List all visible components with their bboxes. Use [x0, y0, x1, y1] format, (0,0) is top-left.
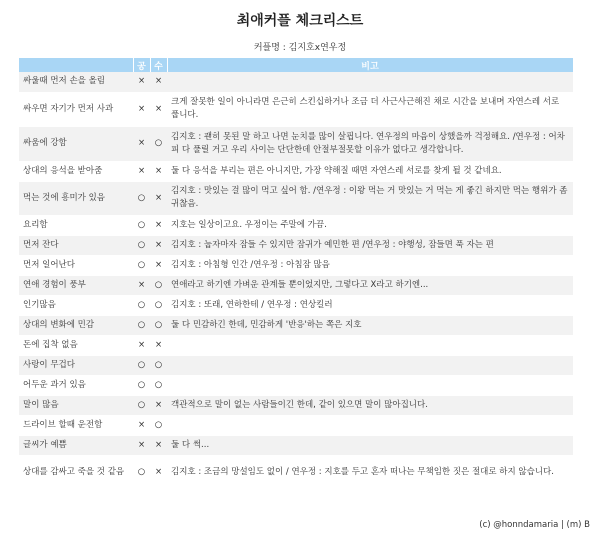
su-mark: ×	[150, 455, 167, 489]
gong-mark: ×	[133, 72, 150, 92]
item-label: 먼저 일어난다	[19, 255, 133, 275]
gong-mark: ×	[133, 415, 150, 435]
table-row	[19, 72, 573, 92]
table-row	[19, 275, 573, 295]
item-note: 김지호 : 아침형 인간 /연우정 : 아침잠 많음	[167, 255, 573, 275]
item-note: 김지호 : 조금의 망설임도 없이 / 연우정 : 지호를 두고 혼자 떠나는 무책임한 짓은 절대로 하지 않습니다.	[167, 455, 573, 489]
item-note: 크게 잘못한 일이 아니라면 은근히 스킨십하거나 조금 더 사근사근해진 채로 시간을 보내며 자연스레 서로 풉니다.	[167, 92, 573, 126]
su-mark: ×	[150, 215, 167, 235]
su-mark: ×	[150, 181, 167, 215]
item-note	[167, 335, 573, 355]
item-note	[167, 72, 573, 92]
table-row	[19, 435, 573, 455]
item-note: 둘 다 민감하긴 한데, 민감하게 '반응'하는 쪽은 지호	[167, 315, 573, 335]
su-mark: ×	[150, 435, 167, 455]
gong-mark: ×	[133, 92, 150, 126]
table-row	[19, 92, 573, 126]
table-row	[19, 215, 573, 235]
item-label: 사랑이 무겁다	[19, 355, 133, 375]
item-label: 먼저 잔다	[19, 235, 133, 255]
item-label: 먹는 것에 흥미가 있음	[19, 181, 133, 215]
gong-mark: ○	[133, 315, 150, 335]
item-label: 요리함	[19, 215, 133, 235]
su-mark: ×	[150, 255, 167, 275]
table-row	[19, 255, 573, 275]
item-note	[167, 375, 573, 395]
su-mark: ×	[150, 235, 167, 255]
su-mark: ×	[150, 395, 167, 415]
header-su: 수	[150, 58, 167, 72]
table-row	[19, 235, 573, 255]
item-label: 어두운 과거 있음	[19, 375, 133, 395]
su-mark: ○	[150, 295, 167, 315]
su-mark: ○	[150, 415, 167, 435]
su-mark: ○	[150, 275, 167, 295]
checklist-table	[19, 58, 574, 490]
table-row	[19, 355, 573, 375]
item-label: 상대의 변화에 민감	[19, 315, 133, 335]
su-mark: ○	[150, 315, 167, 335]
gong-mark: ○	[133, 355, 150, 375]
item-label: 싸우면 자기가 먼저 사과	[19, 92, 133, 126]
item-label: 글씨가 예쁨	[19, 435, 133, 455]
table-row	[19, 126, 573, 161]
item-note: 둘 다 썩...	[167, 435, 573, 455]
gong-mark: ○	[133, 455, 150, 489]
item-note: 김지호 : 또래, 연하한테 / 연우정 : 연상킬러	[167, 295, 573, 315]
table-row	[19, 415, 573, 435]
gong-mark: ○	[133, 235, 150, 255]
item-label: 돈에 집착 없음	[19, 335, 133, 355]
gong-mark: ×	[133, 435, 150, 455]
su-mark: ○	[150, 375, 167, 395]
su-mark: ×	[150, 72, 167, 92]
item-note	[167, 415, 573, 435]
gong-mark: ○	[133, 375, 150, 395]
gong-mark: ○	[133, 295, 150, 315]
item-note: 연애라고 하기엔 가벼운 관계들 뿐이었지만, 그렇다고 X라고 하기엔...	[167, 275, 573, 295]
table-row	[19, 181, 573, 215]
gong-mark: ×	[133, 161, 150, 181]
item-label: 상대를 감싸고 죽을 것 같음	[19, 455, 133, 489]
table-row	[19, 335, 573, 355]
gong-mark: ○	[133, 395, 150, 415]
item-label: 말이 많음	[19, 395, 133, 415]
table-row	[19, 161, 573, 181]
item-note: 김지호 : 괜히 못된 말 하고 나면 눈치를 많이 살핍니다. 연우정의 마음이 상했을까 걱정해요. /연우정 : 어차피 다 풀릴 거고 우리 사이는 단단한데 안절부절못할 이유가 없다고 생각합니다.	[167, 126, 573, 161]
item-label: 싸움에 강함	[19, 126, 133, 161]
item-label: 연애 경험이 풍부	[19, 275, 133, 295]
item-note: 김지호 : 눕자마자 잠들 수 있지만 잠귀가 예민한 편 /연우정 : 야행성, 잠들면 푹 자는 편	[167, 235, 573, 255]
item-label: 드라이브 할때 운전함	[19, 415, 133, 435]
item-label: 싸울때 먼저 손을 올림	[19, 72, 133, 92]
couple-name: 커플명 : 김지호x연우정	[253, 43, 347, 53]
item-label: 인기많음	[19, 295, 133, 315]
table-header-row	[19, 58, 573, 72]
copyright-footer: (c) @honndamaria | (m) B	[479, 520, 590, 530]
table-row	[19, 395, 573, 415]
su-mark: ×	[150, 92, 167, 126]
gong-mark: ○	[133, 255, 150, 275]
gong-mark: ○	[133, 181, 150, 215]
item-label: 상대의 응석을 받아줌	[19, 161, 133, 181]
table-row	[19, 375, 573, 395]
gong-mark: ×	[133, 275, 150, 295]
su-mark: ○	[150, 355, 167, 375]
header-gong: 공	[133, 58, 150, 72]
su-mark: ○	[150, 126, 167, 161]
gong-mark: ○	[133, 215, 150, 235]
header-note: 비고	[167, 58, 573, 72]
gong-mark: ×	[133, 335, 150, 355]
item-note: 지호는 일상이고요. 우정이는 주말에 가끔.	[167, 215, 573, 235]
header-name	[19, 58, 133, 72]
table-row	[19, 315, 573, 335]
item-note	[167, 355, 573, 375]
table-row	[19, 455, 573, 489]
table-row	[19, 295, 573, 315]
item-note: 김지호 : 맛있는 걸 많이 먹고 싶어 함. /연우정 : 이왕 먹는 거 맛있는 거 먹는 게 좋긴 하지만 먹는 행위가 좀 귀찮음.	[167, 181, 573, 215]
item-note: 둘 다 응석을 부리는 편은 아니지만, 가장 약해질 때면 자연스레 서로를 찾게 될 것 같네요.	[167, 161, 573, 181]
su-mark: ×	[150, 335, 167, 355]
item-note: 객관적으로 말이 없는 사람들이긴 한데, 같이 있으면 말이 많아집니다.	[167, 395, 573, 415]
page-title: 최애커플 체크리스트	[236, 13, 364, 29]
su-mark: ×	[150, 161, 167, 181]
gong-mark: ×	[133, 126, 150, 161]
